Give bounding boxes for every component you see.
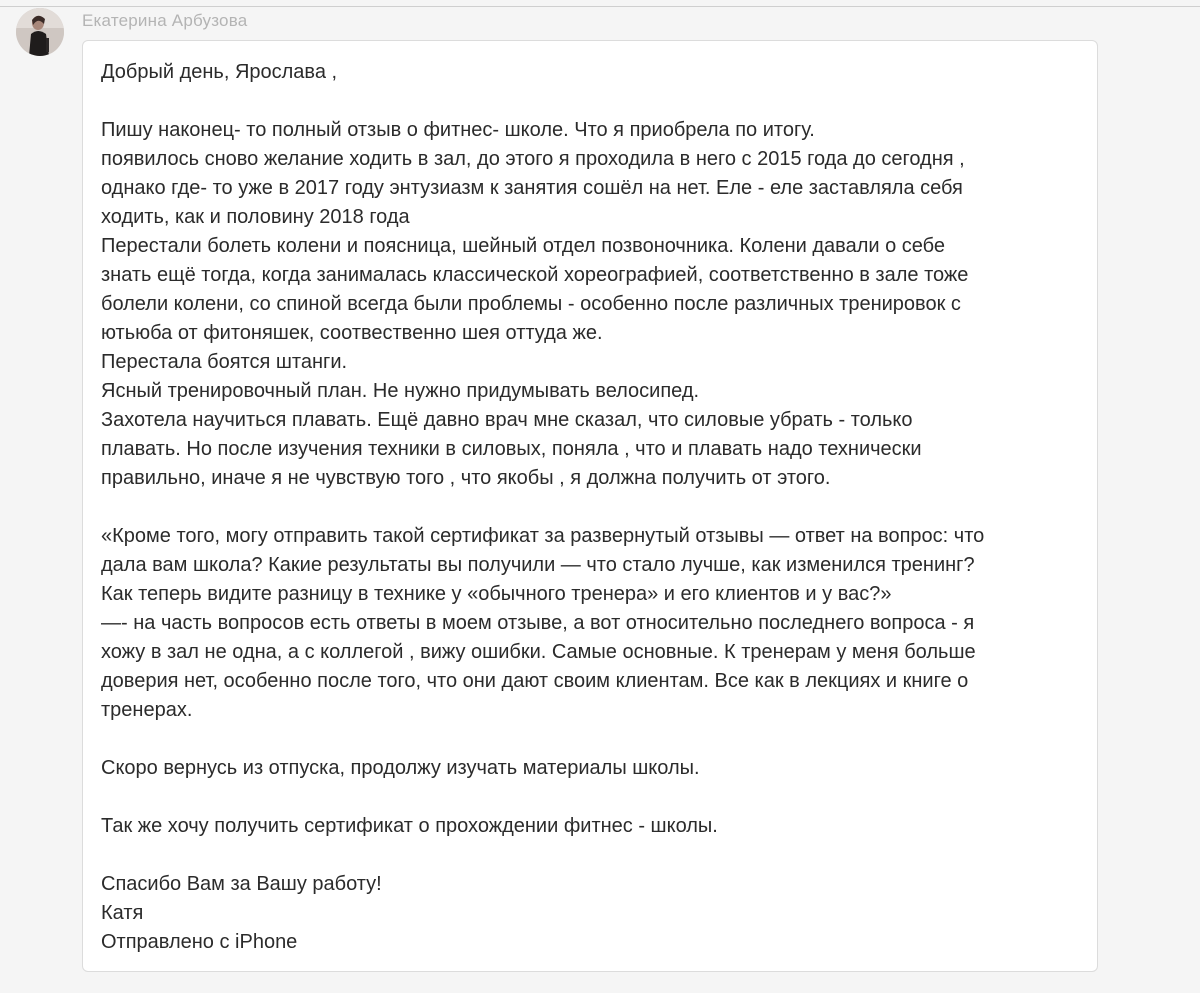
message-line: правильно, иначе я не чувствую того , что якобы , я должна получить от этого.: [101, 467, 831, 489]
user-avatar-photo-icon: [16, 8, 64, 56]
message-line: Как теперь видите разницу в технике у «обычного тренера» и его клиентов и у вас?»: [101, 583, 892, 605]
author-name[interactable]: Екатерина Арбузова: [82, 11, 248, 30]
paragraph-gap: [101, 841, 1079, 870]
paragraph-gap: [101, 493, 1079, 522]
message-line: «Кроме того, могу отправить такой сертификат за развернутый отзывы — ответ на вопрос: что: [101, 525, 985, 547]
message-line: Отправлено с iPhone: [101, 931, 298, 953]
message-line: плавать. Но после изучения техники в силовых, поняла , что и плавать надо технически: [101, 438, 922, 460]
message-line: появилось сново желание ходить в зал, до этого я проходила в него с 2015 года до сегодня ,: [101, 148, 965, 170]
message-line: хожу в зал не одна, а с коллегой , вижу ошибки. Самые основные. К тренерам у меня больше: [101, 641, 976, 663]
message-line: доверия нет, особенно после того, что они дают своим клиентам. Все как в лекциях и книге о: [101, 670, 969, 692]
message-bubble: [82, 40, 1098, 972]
message-line: дала вам школа? Какие результаты вы получили — что стало лучше, как изменился тренинг?: [101, 554, 975, 576]
message-line: Захотела научиться плавать. Ещё давно врач мне сказал, что силовые убрать - только: [101, 409, 913, 431]
message-line: Перестали болеть колени и поясница, шейный отдел позвоночника. Колени давали о себе: [101, 235, 946, 257]
message-line: Катя: [101, 902, 144, 924]
paragraph-gap: [101, 725, 1079, 754]
message-line: —- на часть вопросов есть ответы в моем отзыве, а вот относительно последнего вопроса - я: [101, 612, 975, 634]
message-line: ютьюба от фитоняшек, соотвественно шея оттуда же.: [101, 322, 603, 344]
message-line: Добрый день, Ярослава ,: [101, 61, 338, 83]
author-avatar[interactable]: [16, 8, 64, 56]
message-line: Так же хочу получить сертификат о прохождении фитнес - школы.: [101, 815, 718, 837]
top-divider: [0, 6, 1200, 7]
message-line: Спасибо Вам за Вашу работу!: [101, 873, 382, 895]
message-line: Перестала боятся штанги.: [101, 351, 348, 373]
message-line: болели колени, со спиной всегда были проблемы - особенно после различных тренировок с: [101, 293, 961, 315]
message-line: знать ещё тогда, когда занималась классической хореографией, соответственно в зале тоже: [101, 264, 969, 286]
message-line: тренерах.: [101, 699, 193, 721]
paragraph-gap: [101, 783, 1079, 812]
paragraph-gap: [101, 87, 1079, 116]
message-line: Ясный тренировочный план. Не нужно придумывать велосипед.: [101, 380, 700, 402]
message-body: [101, 58, 1079, 957]
message-line: Скоро вернусь из отпуска, продолжу изучать материалы школы.: [101, 757, 700, 779]
message-line: однако где- то уже в 2017 году энтузиазм к занятия сошёл на нет. Еле - еле заставляла себя: [101, 177, 963, 199]
message-line: ходить, как и половину 2018 года: [101, 206, 410, 228]
message-line: Пишу наконец- то полный отзыв о фитнес- школе. Что я приобрела по итогу.: [101, 119, 815, 141]
